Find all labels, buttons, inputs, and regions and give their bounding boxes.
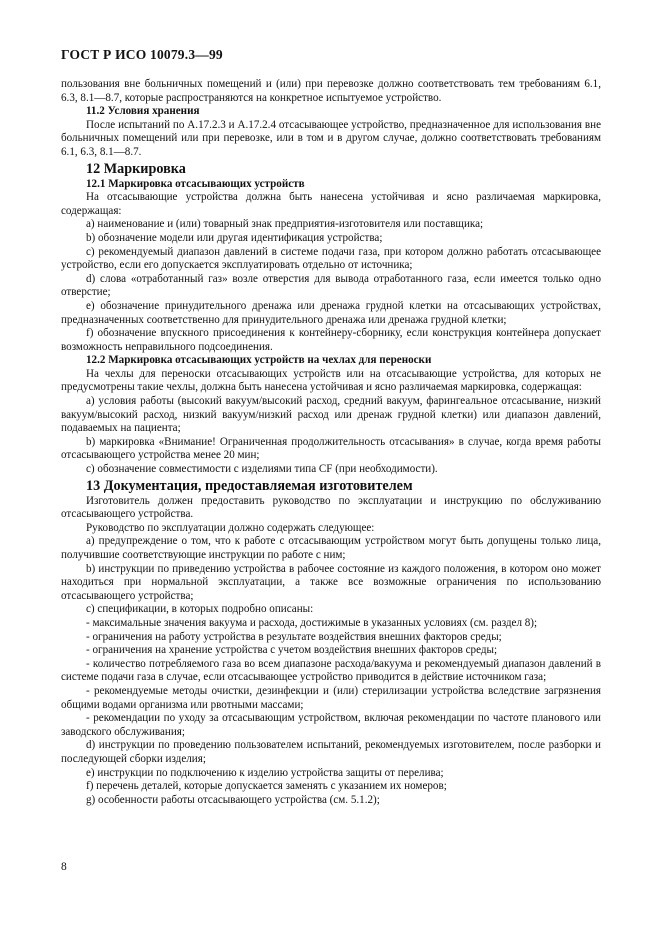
paragraph: с) спецификации, в которых подробно описаны: [86,603,314,616]
paragraph: g) особенности работы отсасывающего устройства (см. 5.1.2); [86,793,380,806]
paragraph: На отсасывающие устройства должна быть нанесена устойчивая и ясно различаемая маркировка, содержащая: [61,191,601,217]
paragraph: а) наименование и (или) товарный знак предприятия-изготовителя или поставщика; [86,218,484,231]
paragraph: На чехлы для переноски отсасывающих устройств или на отсасывающие устройства, для которых не предусмотрены такие чехлы, должна быть нанесена устойчивая и ясно различаемая маркировка, содержащая: [61,367,601,394]
paragraph: Изготовитель должен предоставить руководство по эксплуатации и инструкцию по обслуживанию отсасывающего устройства. [61,494,601,521]
paragraph: - максимальные значения вакуума и расхода, достижимые в указанных условиях (см. раздел 8); [86,616,538,629]
subsection-heading: 11.2 Условия хранения [86,105,200,118]
paragraph: - рекомендуемые методы очистки, дезинфекции и (или) стерилизации устройства вследствие загрязнения общими водами организма или рвотными массами; [61,684,601,711]
section-heading: 13 Документация, предоставляемая изготовителем [86,477,413,494]
paragraph: b) маркировка «Внимание! Ограниченная продолжительность отсасывания» в случае, когда время работы отсасывающего устройства менее 20 мин; [61,435,601,462]
paragraph: е) обозначение принудительного дренажа или дренажа грудной клетки на отсасывающих устройствах, предназначенных соответственно для принудительного дренажа или дренажа грудной клетки; [61,299,601,326]
paragraph: с) обозначение совместимости с изделиями типа CF (при необходимости). [86,463,438,476]
paragraph: d) инструкции по проведению пользователем испытаний, рекомендуемых изготовителем, после разборки и последующей сборки изделия; [61,739,601,765]
paragraph: а) предупреждение о том, что к работе с отсасывающим устройством могут быть допущены только лица, получившие соответствующие инструкции по работе с ним; [61,535,601,561]
paragraph: b) обозначение модели или другая идентификация устройства; [86,231,383,244]
paragraph: - рекомендации по уходу за отсасывающим устройством, включая рекомендации по частоте планового или заводского обслуживания; [61,712,601,738]
paragraph: а) условия работы (высокий вакуум/высокий расход, средний вакуум, фарингеальное отсасывание, низкий вакуум/высокий расход, низкий вакуум/низкий расход или дренаж грудной клетки) или диапазон давлений, подаваемых на пациента; [61,395,601,435]
paragraph: f) обозначение впускного присоединения к контейнеру-сборнику, если конструкция контейнера допускает возможность неправильного подсоединения. [61,327,601,353]
section-heading: 12 Маркировка [86,160,186,177]
paragraph: пользования вне больничных помещений и (или) при перевозке должно соответствовать тем требованиям 6.1, 6.3, 8.1—8.7, которые распространяются на конкретное испытуемое устройство. [61,78,601,104]
paragraph: Руководство по эксплуатации должно содержать следующее: [86,521,375,534]
document-header: ГОСТ Р ИСО 10079.3—99 [61,47,223,62]
subsection-heading: 12.1 Маркировка отсасывающих устройств [86,177,305,190]
paragraph: f) перечень деталей, которые допускается заменять с указанием их номеров; [86,780,447,793]
paragraph: После испытаний по А.17.2.3 и А.17.2.4 отсасывающее устройство, предназначенное для использования вне больничных помещений или при перевозке, или в том и в другом случае, должно соответствовать требованиям 6.1, 6.3, 8.1—8.7. [61,118,601,158]
subsection-heading: 12.2 Маркировка отсасывающих устройств на чехлах для переноски [86,354,432,367]
page-number: 8 [61,861,67,873]
document-body [61,78,601,807]
paragraph: - ограничения на хранение устройства с учетом воздействия внешних факторов среды; [86,644,498,657]
paragraph: b) инструкции по приведению устройства в рабочее состояние из каждого положения, в котором оно может находиться при нормальной эксплуатации, а также все возможные ограничения по использованию отсасывающего устройства; [61,562,601,602]
paragraph: е) инструкции по подключению к изделию устройства защиты от перелива; [86,766,444,779]
paragraph: - ограничения на работу устройства в результате воздействия внешних факторов среды; [86,630,502,643]
paragraph: - количество потребляемого газа во всем диапазоне расхода/вакуума и рекомендуемый диапазон давлений в системе подачи газа в случае, если отсасывающее устройство приводится в действие источником газа; [61,657,601,684]
paragraph: d) слова «отработанный газ» возле отверстия для вывода отработанного газа, если имеется только одно отверстие; [61,272,601,299]
paragraph: с) рекомендуемый диапазон давлений в системе подачи газа, при котором должно работать отсасывающее устройство, если его допускается эксплуатировать отдельно от источника; [61,245,601,272]
